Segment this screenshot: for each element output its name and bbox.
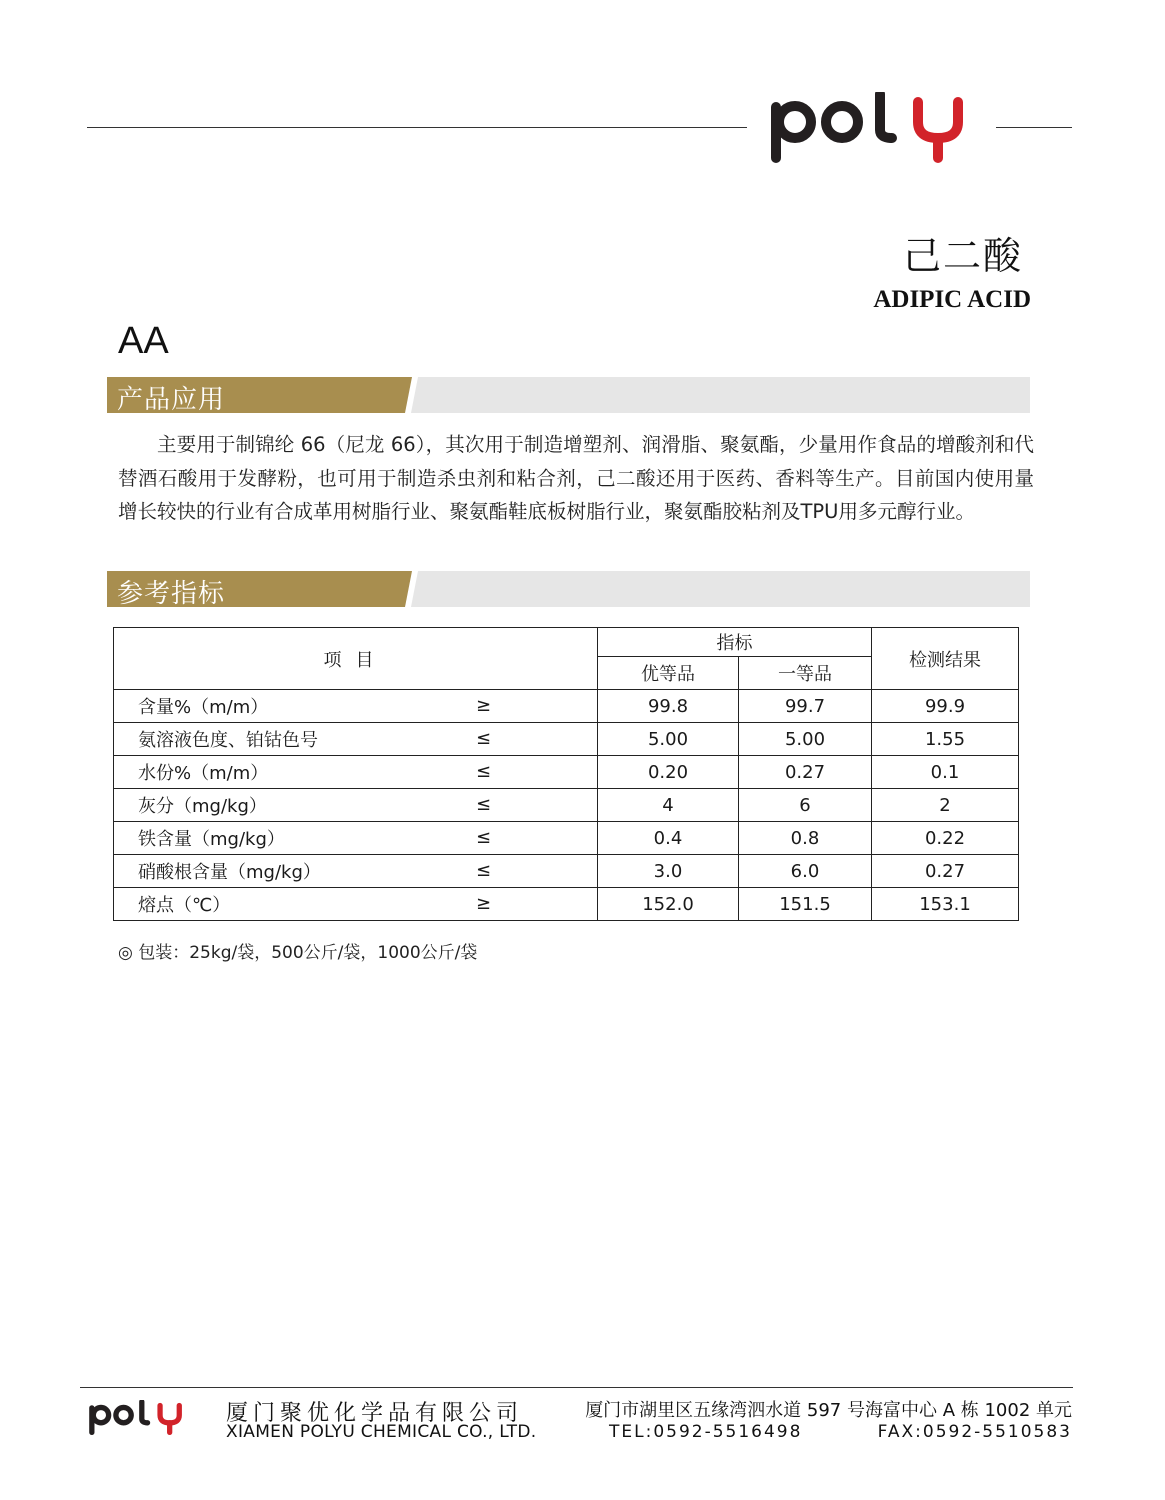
- item-operator: ≥: [476, 695, 492, 716]
- table-header-row: [114, 628, 1019, 657]
- company-name-en: XIAMEN POLYU CHEMICAL CO., LTD.: [226, 1422, 537, 1442]
- cell-result: 0.27: [872, 855, 1019, 888]
- cell-grade1: 0.4: [598, 822, 739, 855]
- header-rule-right: [996, 127, 1072, 128]
- item-name: 氨溶液色度、铂钴色号: [138, 730, 318, 751]
- company-fax: FAX:0592-5510583: [877, 1422, 1072, 1442]
- item-operator: ≤: [476, 827, 492, 848]
- company-address: 厦门市湖里区五缘湾泗水道 597 号海富中心 A 栋 1002 单元: [585, 1400, 1072, 1421]
- product-title-cn: 己二酸: [902, 234, 1023, 278]
- table-row: [114, 855, 1019, 888]
- cell-grade1: 3.0: [598, 855, 739, 888]
- company-name-cn: 厦门聚优化学品有限公司: [226, 1401, 524, 1426]
- cell-result: 1.55: [872, 723, 1019, 756]
- header-item: 项目: [114, 628, 598, 690]
- cell-item: [114, 855, 598, 888]
- header-rule-left: [87, 127, 747, 128]
- table-row: [114, 690, 1019, 723]
- cell-grade2: 99.7: [739, 690, 872, 723]
- cell-grade2: 0.8: [739, 822, 872, 855]
- cell-grade1: 152.0: [598, 888, 739, 921]
- header-result: 检测结果: [872, 628, 1019, 690]
- product-code: AA: [118, 320, 169, 362]
- table-row: [114, 789, 1019, 822]
- cell-result: 153.1: [872, 888, 1019, 921]
- product-title-en: ADIPIC ACID: [873, 286, 1031, 313]
- item-name: 硝酸根含量（mg/kg）: [138, 862, 321, 883]
- cell-result: 99.9: [872, 690, 1019, 723]
- item-name: 水份%（m/m）: [138, 763, 269, 784]
- section-bar-spec: [107, 571, 1030, 607]
- item-name: 熔点（℃）: [138, 895, 231, 916]
- cell-grade2: 5.00: [739, 723, 872, 756]
- cell-item: [114, 756, 598, 789]
- cell-item: [114, 888, 598, 921]
- cell-result: 2: [872, 789, 1019, 822]
- cell-item: [114, 822, 598, 855]
- item-name: 铁含量（mg/kg）: [138, 829, 285, 850]
- item-operator: ≥: [476, 893, 492, 914]
- spec-table: [113, 627, 1019, 921]
- cell-item: [114, 723, 598, 756]
- cell-grade1: 5.00: [598, 723, 739, 756]
- poly-logo: [768, 92, 972, 164]
- item-operator: ≤: [476, 794, 492, 815]
- cell-result: 0.1: [872, 756, 1019, 789]
- cell-grade2: 6.0: [739, 855, 872, 888]
- cell-grade2: 6: [739, 789, 872, 822]
- cell-grade2: 151.5: [739, 888, 872, 921]
- table-row: [114, 723, 1019, 756]
- section-title-spec: 参考指标: [117, 579, 226, 609]
- footer-poly-logo: [88, 1400, 186, 1436]
- cell-result: 0.22: [872, 822, 1019, 855]
- header-index: 指标: [598, 628, 872, 657]
- cell-item: [114, 789, 598, 822]
- item-operator: ≤: [476, 761, 492, 782]
- cell-grade1: 0.20: [598, 756, 739, 789]
- company-tel: TEL:0592-5516498: [609, 1422, 803, 1442]
- cell-grade1: 99.8: [598, 690, 739, 723]
- table-row: [114, 756, 1019, 789]
- cell-grade1: 4: [598, 789, 739, 822]
- header-grade1: 优等品: [598, 657, 739, 690]
- item-operator: ≤: [476, 728, 492, 749]
- application-paragraph: 主要用于制锦纶 66（尼龙 66），其次用于制造增塑剂、润滑脂、聚氨酯，少量用作食品的增酸剂和代替酒石酸用于发酵粉，也可用于制造杀虫剂和粘合剂，己二酸还用于医药、香料等生产。目前国内使用量增长较快的行业有合成革用树脂行业、聚氨酯鞋底板树脂行业，聚氨酯胶粘剂及TPU用多元醇行业。: [118, 433, 1034, 523]
- section-title-application: 产品应用: [117, 385, 226, 415]
- item-operator: ≤: [476, 860, 492, 881]
- cell-item: [114, 690, 598, 723]
- table-row: [114, 822, 1019, 855]
- table-row: [114, 888, 1019, 921]
- footer-rule: [80, 1387, 1073, 1388]
- header-grade2: 一等品: [739, 657, 872, 690]
- cell-grade2: 0.27: [739, 756, 872, 789]
- item-name: 灰分（mg/kg）: [138, 796, 267, 817]
- item-name: 含量%（m/m）: [138, 697, 269, 718]
- section-bar-application: [107, 377, 1030, 413]
- packaging-note: ◎ 包装：25kg/袋，500公斤/袋，1000公斤/袋: [118, 943, 478, 963]
